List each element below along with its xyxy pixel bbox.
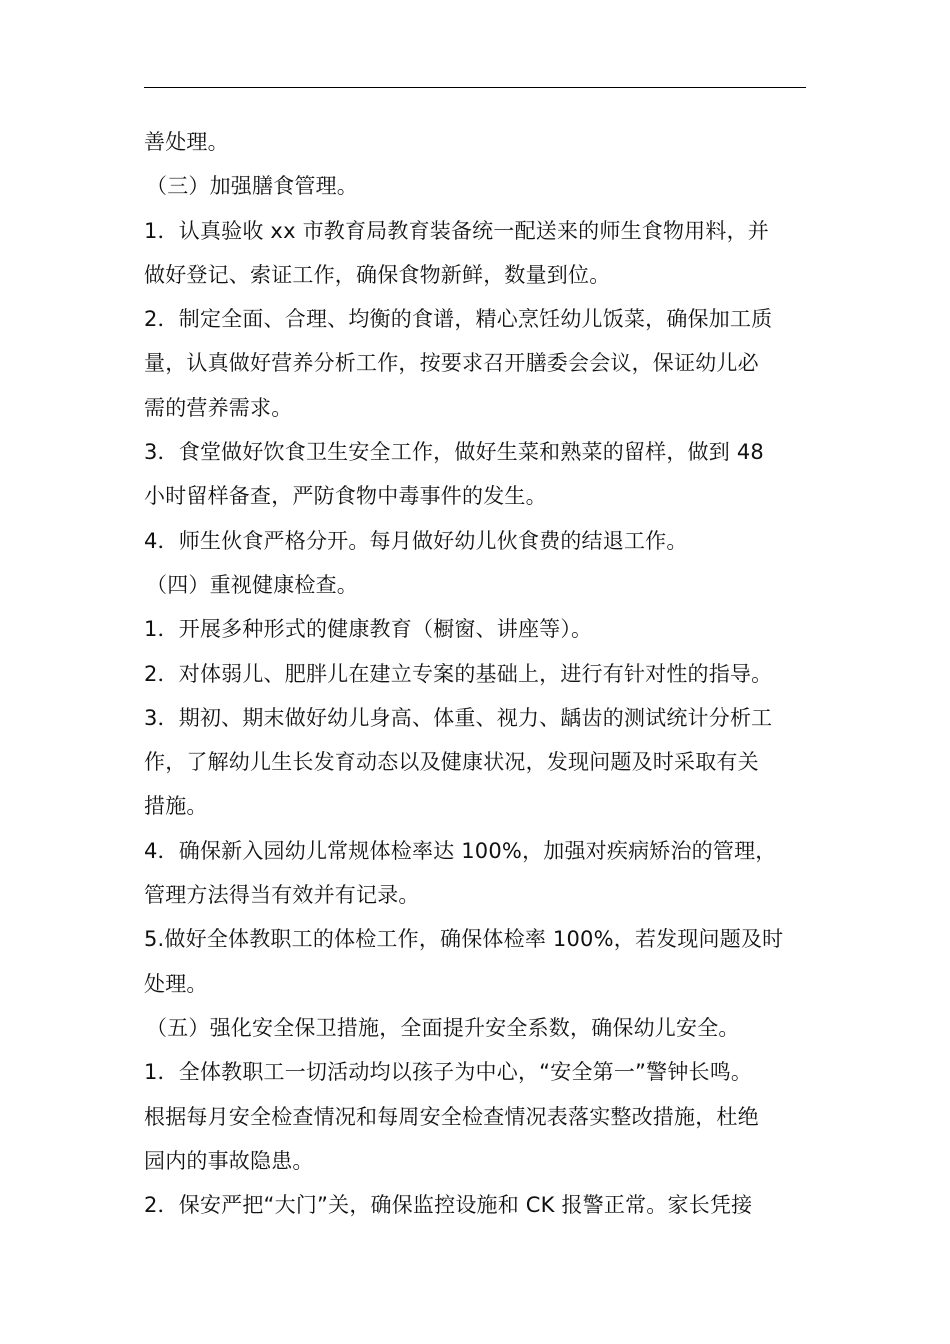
text-line: 2．制定全面、合理、均衡的食谱，精心烹饪幼儿饭菜，确保加工质 — [144, 307, 773, 332]
text-line: 善处理。 — [144, 130, 229, 154]
text-line: 5.做好全体教职工的体检工作，确保体检率 100%，若发现问题及时 — [144, 927, 784, 952]
text-line: 需的营养需求。 — [144, 395, 293, 420]
text-line: 1．认真验收 xx 市教育局教育装备统一配送来的师生食物用料，并 — [144, 218, 769, 243]
section-heading: （四）重视健康检查。 — [146, 572, 358, 597]
text-line: 管理方法得当有效并有记录。 — [144, 883, 420, 908]
text-line: 1．全体教职工一切活动均以孩子为中心，“安全第一”警钟长鸣。 — [144, 1060, 753, 1085]
text-line: 小时留样备查，严防食物中毒事件的发生。 — [144, 484, 547, 509]
text-line: 4．确保新入园幼儿常规体检率达 100%，加强对疾病矫治的管理， — [144, 838, 777, 863]
text-line: 根据每月安全检查情况和每周安全检查情况表落实整改措施，杜绝 — [144, 1104, 759, 1129]
body-text — [144, 120, 808, 1227]
section-heading: （三）加强膳食管理。 — [146, 174, 358, 199]
text-line: 2．保安严把“大门”关，确保监控设施和 CK 报警正常。家长凭接 — [144, 1193, 753, 1218]
text-line: 作，了解幼儿生长发育动态以及健康状况，发现问题及时采取有关 — [144, 750, 759, 775]
text-line: 2．对体弱儿、肥胖儿在建立专案的基础上，进行有针对性的指导。 — [144, 661, 773, 686]
text-line: 做好登记、索证工作，确保食物新鲜，数量到位。 — [144, 262, 611, 287]
text-line: 园内的事故隐患。 — [144, 1148, 314, 1173]
text-line: 措施。 — [144, 794, 208, 819]
text-line: 1．开展多种形式的健康教育（橱窗、讲座等）。 — [144, 617, 593, 642]
text-line: 处理。 — [144, 971, 208, 996]
text-line: 3．期初、期末做好幼儿身高、体重、视力、龋齿的测试统计分析工 — [144, 705, 773, 730]
header-rule — [144, 87, 806, 88]
text-line: 3．食堂做好饮食卫生安全工作，做好生菜和熟菜的留样，做到 48 — [144, 440, 764, 465]
section-heading: （五）强化安全保卫措施，全面提升安全系数，确保幼儿安全。 — [146, 1015, 740, 1040]
text-line: 4．师生伙食严格分开。每月做好幼儿伙食费的结退工作。 — [144, 528, 688, 553]
text-line: 量，认真做好营养分析工作，按要求召开膳委会会议，保证幼儿必 — [144, 351, 759, 376]
